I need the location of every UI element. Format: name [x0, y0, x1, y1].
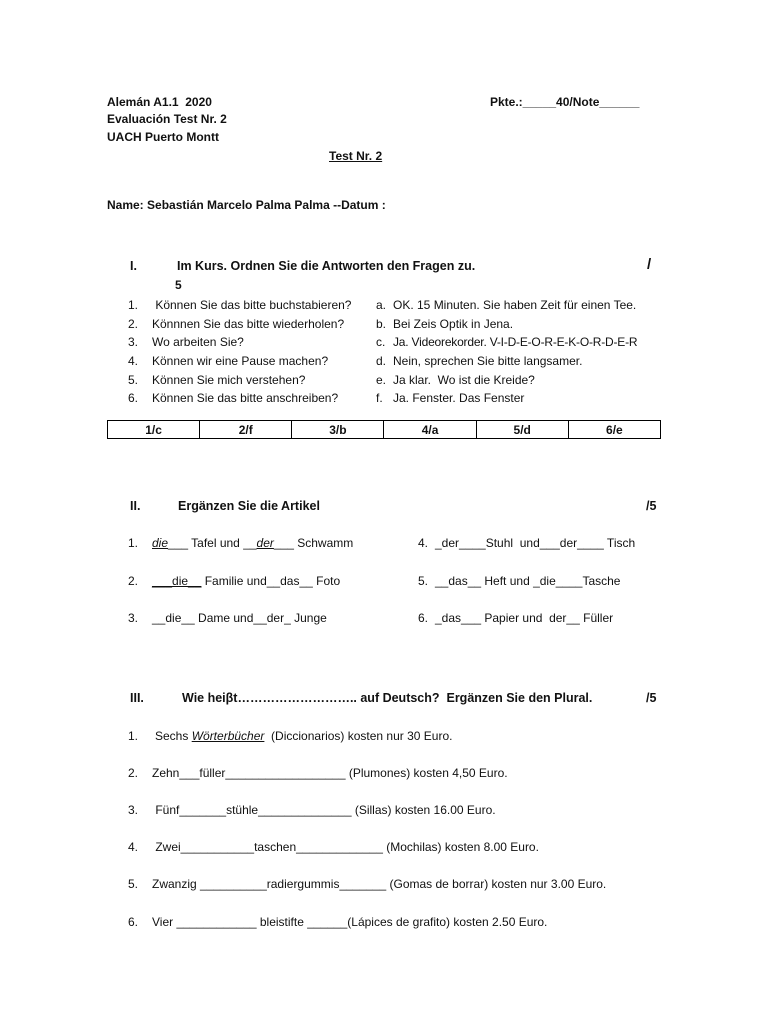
- article-item: 3. __die__ Dame und__der_ Junge: [128, 611, 327, 625]
- plural-item: 6. Vier ____________ bleistifte ______(Lápices de grafito) kosten 2.50 Euro.: [128, 915, 548, 929]
- answer-table: [107, 420, 661, 439]
- question-item: 4. Können wir eine Pause machen?: [128, 354, 329, 368]
- section2-numeral: II.: [130, 499, 141, 513]
- section2-score: /5: [646, 499, 657, 513]
- answer-cell[interactable]: 6/e: [568, 421, 660, 439]
- question-item: 2. Könnnen Sie das bitte wiederholen?: [128, 317, 345, 331]
- test-title: Test Nr. 2: [329, 149, 383, 163]
- article-item: 5. __das__ Heft und _die____Tasche: [418, 574, 621, 588]
- evaluation-label: Evaluación Test Nr. 2: [107, 112, 227, 126]
- article-item: 1. die___ Tafel und __der___ Schwamm: [128, 536, 354, 550]
- answer-cell[interactable]: 4/a: [384, 421, 476, 439]
- question-item: 1. Können Sie das bitte buchstabieren?: [128, 298, 352, 312]
- points-field: Pkte.:_____40/Note______: [490, 95, 640, 109]
- answer-item: b. Bei Zeis Optik in Jena.: [376, 317, 514, 331]
- section1-slash: /: [647, 256, 652, 273]
- plural-item: 2. Zehn___füller__________________ (Plumones) kosten 4,50 Euro.: [128, 766, 508, 780]
- article-item: 2. ___die__ Familie und__das__ Foto: [128, 574, 341, 588]
- section1-title: Im Kurs. Ordnen Sie die Antworten den Fragen zu.: [177, 259, 476, 273]
- plural-item: 4. Zwei___________taschen_____________ (Mochilas) kosten 8.00 Euro.: [128, 840, 539, 854]
- plural-item: 5. Zwanzig __________radiergummis_______ (Gomas de borrar) kosten nur 3.00 Euro.: [128, 877, 607, 891]
- course-label: Alemán A1.1 2020: [107, 95, 212, 109]
- institution-label: UACH Puerto Montt: [107, 130, 219, 144]
- section1-numeral: I.: [130, 259, 137, 273]
- question-item: 5. Können Sie mich verstehen?: [128, 373, 306, 387]
- answer-item: e. Ja klar. Wo ist die Kreide?: [376, 373, 535, 387]
- plural-item: 1. Sechs Wörterbücher (Diccionarios) kosten nur 30 Euro.: [128, 729, 453, 743]
- section2-title: Ergänzen Sie die Artikel: [178, 499, 320, 513]
- section3-numeral: III.: [130, 691, 144, 705]
- answer-cell[interactable]: 3/b: [292, 421, 384, 439]
- answer-item: d. Nein, sprechen Sie bitte langsamer.: [376, 354, 583, 368]
- question-item: 3. Wo arbeiten Sie?: [128, 335, 244, 349]
- answer-cell[interactable]: 1/c: [108, 421, 200, 439]
- answer-cell[interactable]: 2/f: [200, 421, 292, 439]
- section3-title: Wie heiβt……………………….. auf Deutsch? Ergänzen Sie den Plural.: [182, 691, 593, 705]
- question-item: 6. Können Sie das bitte anschreiben?: [128, 391, 339, 405]
- student-name-line: Name: Sebastián Marcelo Palma Palma --Datum :: [107, 198, 386, 212]
- plural-item: 3. Fünf_______stühle______________ (Sillas) kosten 16.00 Euro.: [128, 803, 496, 817]
- section3-score: /5: [646, 691, 657, 705]
- article-item: 6. _das___ Papier und der__ Füller: [418, 611, 614, 625]
- answer-item: c. Ja. Videorekorder. V-I-D-E-O-R-E-K-O-R-D-E-R: [376, 335, 638, 349]
- answer-cell[interactable]: 5/d: [476, 421, 568, 439]
- section1-score: 5: [175, 278, 182, 292]
- answer-item: f. Ja. Fenster. Das Fenster: [376, 391, 525, 405]
- article-item: 4. _der____Stuhl und___der____ Tisch: [418, 536, 636, 550]
- answer-item: a. OK. 15 Minuten. Sie haben Zeit für einen Tee.: [376, 298, 637, 312]
